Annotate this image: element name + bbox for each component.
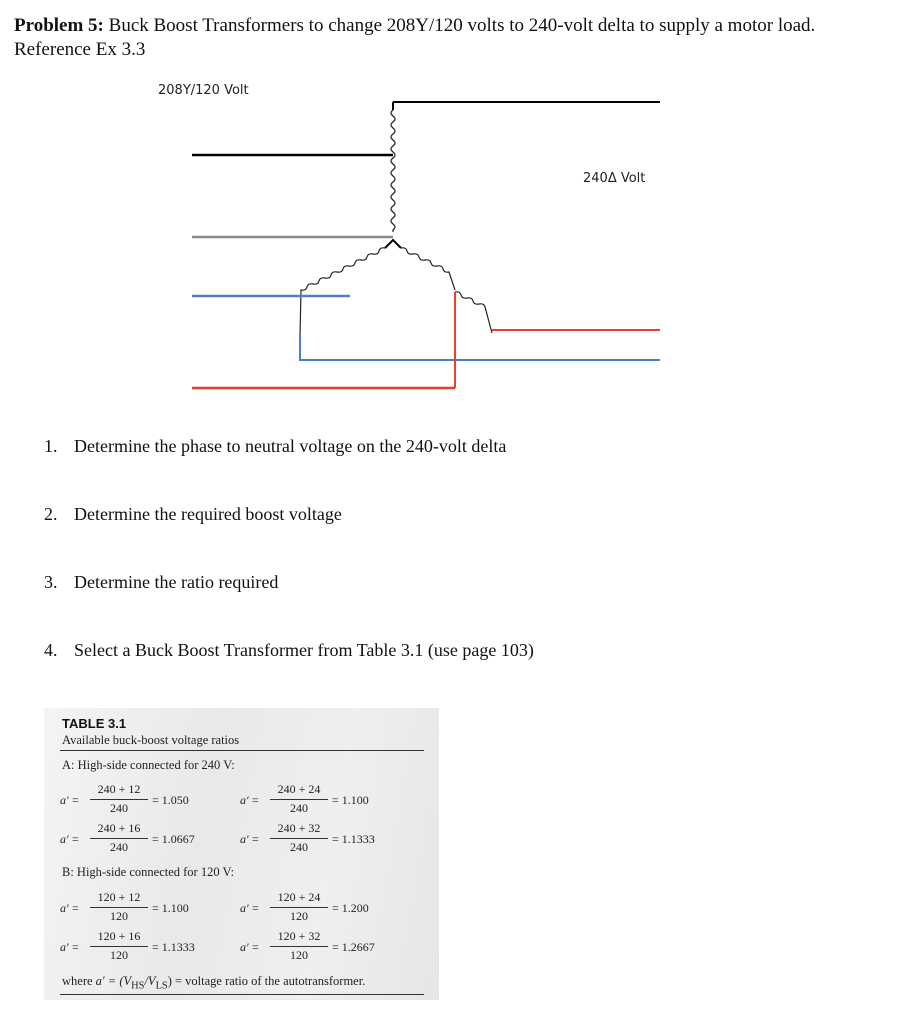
problem-text: Buck Boost Transformers to change 208Y/120 volts to 240-volt delta to supply a motor load.	[103, 15, 816, 36]
question-3: 3. Determine the ratio required	[44, 572, 279, 592]
table-subtitle: Available buck-boost voltage ratios	[62, 733, 240, 747]
section-a-label: A: High-side connected for 240 V:	[62, 758, 235, 772]
delta-voltage-label: 240Δ Volt	[583, 171, 646, 186]
right-diagonal-coil-lower	[455, 292, 492, 333]
table-rule-bottom	[60, 994, 424, 995]
right-diagonal-coil	[401, 248, 455, 290]
table-footnote: where $a' = (V_{HS}/V_{LS})$ = voltage ratio of the autotransformer.	[62, 974, 366, 992]
table-title: TABLE 3.1	[62, 716, 127, 731]
table-rule-top	[60, 750, 424, 751]
wiring-diagram	[0, 0, 913, 420]
table-3-1: TABLE 3.1 Available buck-boost voltage ratios A: High-side connected for 240 V: a′ = 240 + 12 240 = 1.050 a′ = 240 + 24 240 = 1.100 a′ = 240 + 16 240 = 1.0667 a′ = 240 + 32 240 = 1.1333 B: High-side connected for 120 V: a′ = 120 + 12 120 = 1.100 a′ = 120 + 24 120 = 1.200 a′ = 120 + 16 120 = 1.1333 a′ = 120 + 32 120 = 1.2667 where $a' = (V_{HS}/V_{LS})$ = voltage ratio of the autotransformer.	[44, 708, 439, 1000]
wye-voltage-label: 208Y/120 Volt	[158, 83, 249, 98]
black-output-wire	[393, 102, 660, 110]
question-1: 1. Determine the phase to neutral voltage on the 240-volt delta	[44, 436, 507, 456]
blue-output-wire	[300, 336, 660, 360]
section-b-label: B: High-side connected for 120 V:	[62, 865, 235, 879]
vertical-coil	[391, 110, 395, 232]
problem-label: Problem 5:	[14, 15, 104, 36]
reference-text: Reference Ex 3.3	[14, 39, 146, 60]
question-4: 4. Select a Buck Boost Transformer from Table 3.1 (use page 103)	[44, 640, 534, 660]
red-output-wire	[455, 292, 660, 388]
star-junction	[385, 240, 401, 248]
left-diagonal-coil	[300, 248, 385, 336]
question-2: 2. Determine the required boost voltage	[44, 504, 342, 524]
